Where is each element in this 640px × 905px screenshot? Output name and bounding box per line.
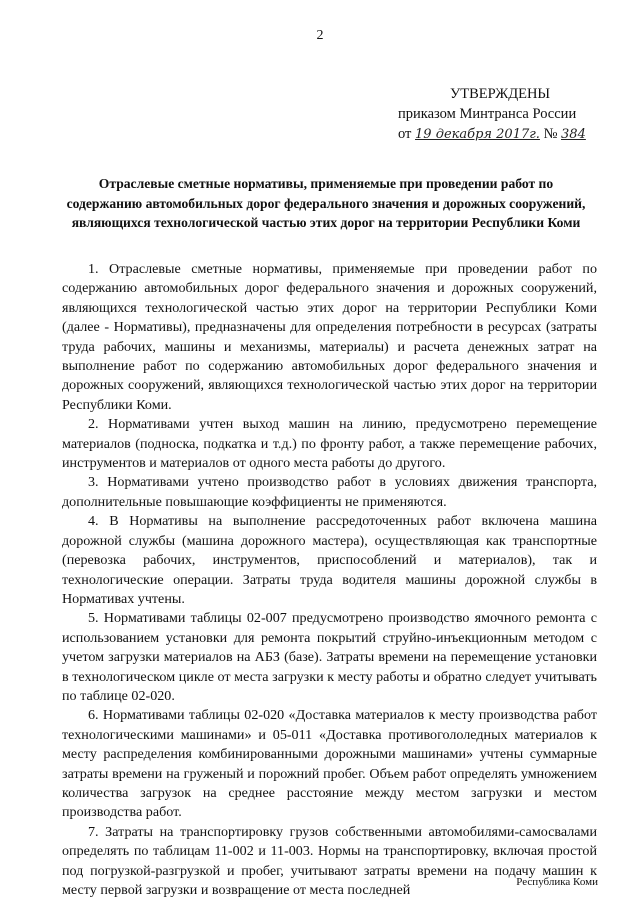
paragraph-5: 5. Нормативами таблицы 02-007 предусмотрено производство ямочного ремонта с использованием установки для ремонта покрытий струйно-инъекционным методом с учетом загрузки материалов на АБЗ (базе). Затраты времени на перемещение установки в технологическом цикле от места загрузки к месту работы и обратно следует учитывать по таблице 02-020. [62,610,597,704]
number-prefix: № [543,126,558,142]
date-prefix: от [398,126,412,142]
page-number: 2 [316,28,324,43]
number-handwritten: 384 [561,127,586,142]
approval-heading: УТВЕРЖДЕНЫ [450,86,551,102]
paragraph-7: 7. Затраты на транспортировку грузов собственными автомобилями-самосвалами определять по таблицам 11-002 и 11-003. Нормы на транспортировку, включая простой под погрузкой-разгрузкой и пробег, учитывают затраты времени на подачу машин к месту первой загрузки и возвращение от места последней [62,823,597,898]
approval-block [398,84,598,145]
date-handwritten: 19 декабря 2017г. [415,127,540,142]
approval-order-text: приказом Минтранса России [398,106,577,122]
paragraph-6: 6. Нормативами таблицы 02-020 «Доставка материалов к месту производства работ технологическими машинами» и 05-011 «Доставка противогололедных материалов к месту распределения комбинированными дорожными машинами» учтены суммарные затраты времени на груженый и порожний пробег. Объем работ определять умножением количества загрузок на среднее расстояние между местом загрузки и местом производства работ. [62,707,597,821]
paragraph-1: 1. Отраслевые сметные нормативы, применяемые при проведении работ по содержанию автомобильных дорог федерального значения и дорожных сооружений, являющихся технологической частью этих дорог на территории Республики Коми (далее - Нормативы), предназначены для определения потребности в ресурсах (затраты труда рабочих, машины и механизмы, материалы) и расчета денежных затрат на выполнение работ по содержанию автомобильных дорог федерального значения и дорожных сооружений, являющихся технологической частью этих дорог на территории Республики Коми. [62,261,597,413]
paragraph-4: 4. В Нормативы на выполнение рассредоточенных работ включена машина дорожной службы (машина дорожного мастера), осуществляющая как транспортные (перевозка рабочих, инструментов, приспособлений и материалов), так и технологические операции. Затраты труда водителя машины дорожной службы в Нормативах учтены. [62,513,597,607]
paragraph-3: 3. Нормативами учтено производство работ в условиях движения транспорта, дополнительные повышающие коэффициенты не применяются. [62,474,597,510]
approval-date-line [398,124,598,145]
document-body [62,260,597,900]
paragraph-2: 2. Нормативами учтен выход машин на линию, предусмотрено перемещение материалов (подноска, подкатка и т.д.) по фронту работ, а также перемещение рабочих, инструментов и материалов от одного места работы до другого. [62,416,597,472]
page-footer: Республика Коми [516,876,598,888]
document-title: Отраслевые сметные нормативы, применяемые при проведении работ по содержанию автомобильных дорог федерального значения и дорожных сооружений, являющихся технологической частью этих дорог на территории Республики Коми [66,176,586,230]
